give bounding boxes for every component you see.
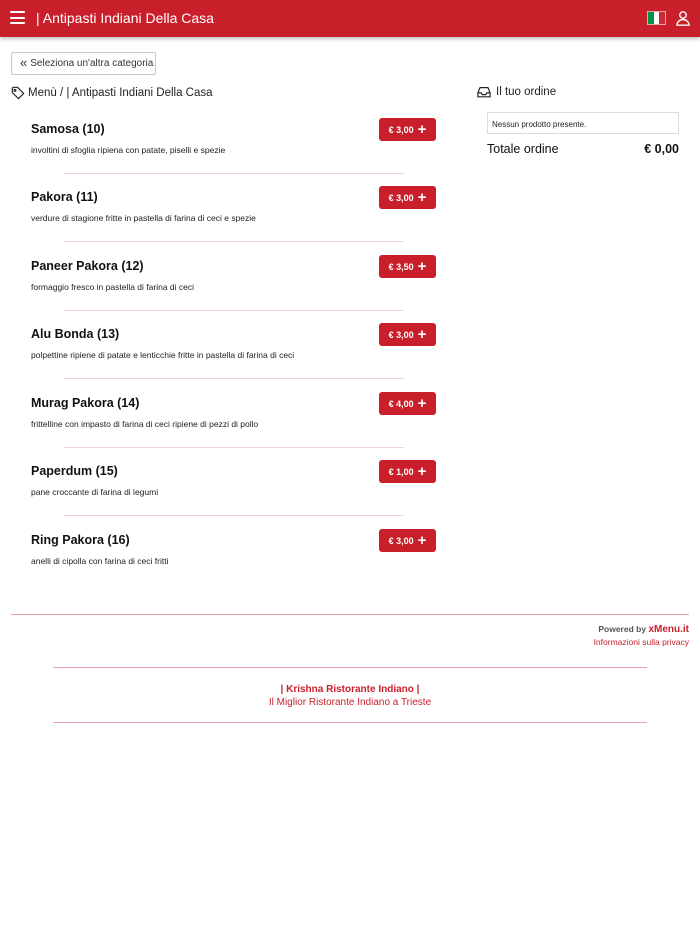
item-description: pane croccante di farina di legumi bbox=[31, 487, 159, 497]
powered-brand-link[interactable]: xMenu.it bbox=[648, 624, 689, 635]
menu-item bbox=[31, 464, 436, 532]
plus-icon: + bbox=[417, 258, 427, 275]
plus-icon: + bbox=[417, 463, 427, 480]
menu-item bbox=[31, 327, 436, 395]
add-to-order-button[interactable] bbox=[379, 529, 436, 552]
item-divider bbox=[64, 310, 404, 311]
menu-item bbox=[31, 533, 436, 601]
item-price: € 3,00 bbox=[388, 535, 414, 546]
item-name: Ring Pakora (16) bbox=[31, 533, 130, 547]
footer-divider bbox=[11, 614, 689, 615]
add-to-order-button[interactable] bbox=[379, 255, 436, 278]
add-to-order-button[interactable] bbox=[379, 323, 436, 346]
menu-item bbox=[31, 190, 436, 258]
privacy-link[interactable]: Informazioni sulla privacy bbox=[593, 637, 689, 647]
tag-icon bbox=[11, 86, 25, 100]
item-price: € 3,50 bbox=[388, 261, 414, 272]
add-to-order-button[interactable] bbox=[379, 392, 436, 415]
select-category-label: Seleziona un'altra categoria bbox=[30, 58, 154, 69]
item-divider bbox=[64, 447, 404, 448]
footer-divider bbox=[53, 667, 647, 668]
powered-by-text: Powered by bbox=[598, 624, 647, 634]
item-divider bbox=[64, 515, 404, 516]
double-chevron-left-icon: « bbox=[20, 55, 28, 70]
item-divider bbox=[64, 173, 404, 174]
user-icon[interactable] bbox=[675, 10, 691, 26]
plus-icon: + bbox=[417, 532, 427, 549]
plus-icon: + bbox=[417, 326, 427, 343]
item-price: € 3,00 bbox=[388, 192, 414, 203]
item-description: anelli di cipolla con farina di ceci fritti bbox=[31, 556, 169, 566]
powered-by bbox=[598, 624, 689, 635]
hamburger-menu-icon[interactable] bbox=[10, 11, 25, 24]
add-to-order-button[interactable] bbox=[379, 186, 436, 209]
item-price: € 3,00 bbox=[388, 329, 414, 340]
page-title: | Antipasti Indiani Della Casa bbox=[36, 10, 214, 26]
item-name: Alu Bonda (13) bbox=[31, 327, 120, 341]
footer-divider bbox=[53, 722, 647, 723]
plus-icon: + bbox=[417, 395, 427, 412]
restaurant-slogan: Il Miglior Ristorante Indiano a Trieste bbox=[268, 697, 432, 708]
order-items-box: Nessun prodotto presente. bbox=[487, 112, 679, 134]
item-divider bbox=[64, 378, 404, 379]
menu-item bbox=[31, 396, 436, 464]
item-price: € 4,00 bbox=[388, 398, 414, 409]
item-name: Samosa (10) bbox=[31, 122, 105, 136]
item-description: polpettine ripiene di patate e lenticchie fritte in pastella di farina di ceci bbox=[31, 350, 295, 360]
order-total-value: € 0,00 bbox=[644, 142, 679, 156]
order-title-text: Il tuo ordine bbox=[496, 86, 557, 98]
restaurant-name: | Krishna Ristorante Indiano | bbox=[280, 684, 420, 695]
item-description: verdure di stagione fritte in pastella di farina di ceci e spezie bbox=[31, 213, 256, 223]
breadcrumb-text: Menù / | Antipasti Indiani Della Casa bbox=[28, 87, 213, 99]
item-description: formaggio fresco in pastella di farina di ceci bbox=[31, 282, 194, 292]
order-title bbox=[477, 86, 556, 98]
item-name: Pakora (11) bbox=[31, 190, 98, 204]
menu-item bbox=[31, 122, 436, 190]
breadcrumb bbox=[11, 86, 213, 100]
top-bar bbox=[0, 0, 700, 37]
inbox-tray-icon bbox=[477, 86, 491, 98]
order-total-label: Totale ordine bbox=[487, 142, 559, 156]
item-price: € 1,00 bbox=[388, 466, 414, 477]
item-name: Paperdum (15) bbox=[31, 464, 118, 478]
item-description: frittelline con impasto di farina di ceci ripiene di pezzi di pollo bbox=[31, 419, 259, 429]
item-description: involtini di sfoglia ripiena con patate, piselli e spezie bbox=[31, 145, 226, 155]
add-to-order-button[interactable] bbox=[379, 460, 436, 483]
plus-icon: + bbox=[417, 121, 427, 138]
item-price: € 3,00 bbox=[388, 124, 414, 135]
item-name: Murag Pakora (14) bbox=[31, 396, 140, 410]
add-to-order-button[interactable] bbox=[379, 118, 436, 141]
item-name: Paneer Pakora (12) bbox=[31, 259, 144, 273]
italy-flag-icon[interactable] bbox=[647, 11, 666, 25]
menu-item bbox=[31, 259, 436, 327]
select-category-button[interactable] bbox=[11, 52, 156, 75]
plus-icon: + bbox=[417, 189, 427, 206]
item-divider bbox=[64, 241, 404, 242]
